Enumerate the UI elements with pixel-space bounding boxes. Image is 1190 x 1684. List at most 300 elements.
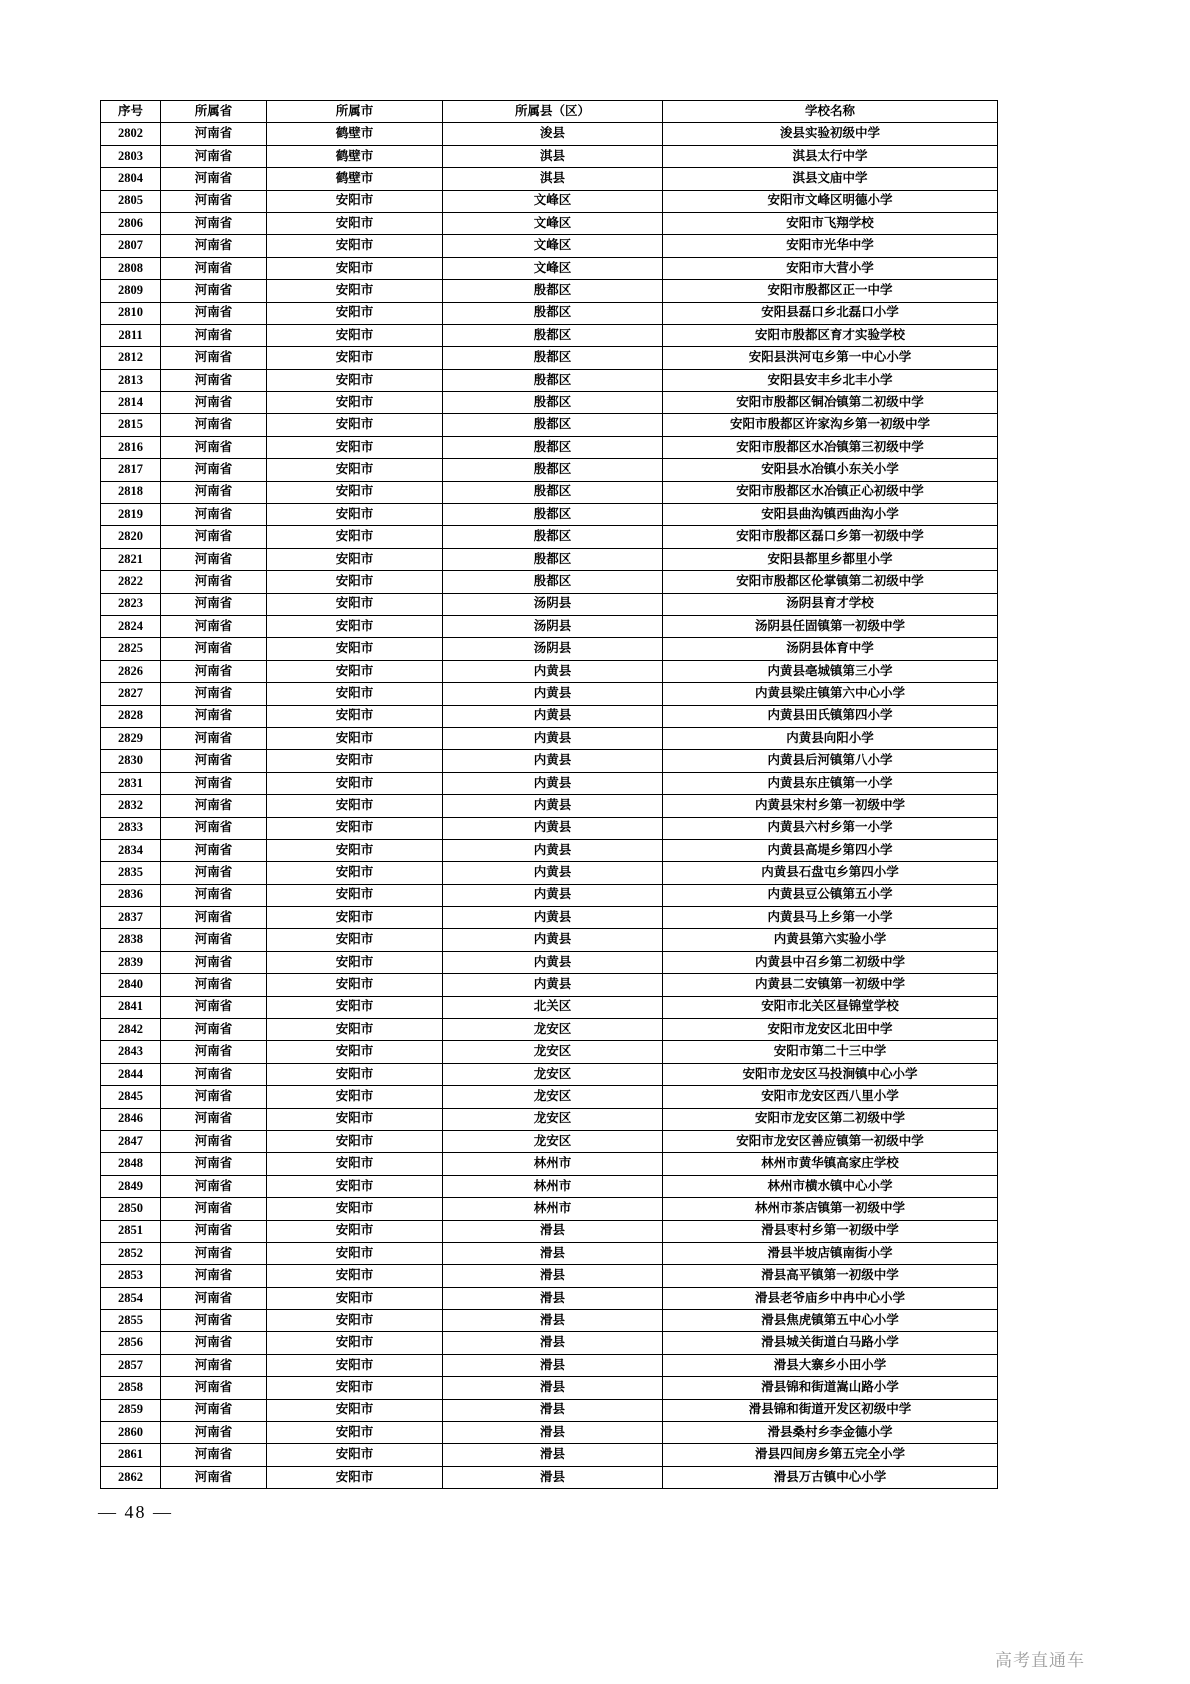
table-row	[101, 1130, 998, 1152]
cell-province: 河南省	[161, 929, 267, 951]
cell-serial: 2848	[101, 1153, 161, 1175]
cell-county: 龙安区	[443, 1086, 663, 1108]
cell-serial: 2817	[101, 459, 161, 481]
table-row	[101, 1153, 998, 1175]
cell-county: 殷都区	[443, 571, 663, 593]
column-header-serial: 序号	[101, 101, 161, 123]
table-row	[101, 235, 998, 257]
cell-county: 殷都区	[443, 414, 663, 436]
cell-serial: 2851	[101, 1220, 161, 1242]
table-row	[101, 548, 998, 570]
cell-school: 安阳市殷都区铜冶镇第二初级中学	[663, 392, 998, 414]
cell-city: 安阳市	[267, 1444, 443, 1466]
table-row	[101, 1422, 998, 1444]
cell-province: 河南省	[161, 683, 267, 705]
cell-province: 河南省	[161, 436, 267, 458]
cell-school: 安阳市殷都区水冶镇第三初级中学	[663, 436, 998, 458]
cell-province: 河南省	[161, 1242, 267, 1264]
cell-province: 河南省	[161, 1422, 267, 1444]
table-row	[101, 1287, 998, 1309]
cell-province: 河南省	[161, 235, 267, 257]
cell-county: 内黄县	[443, 750, 663, 772]
table-row	[101, 1399, 998, 1421]
cell-city: 安阳市	[267, 660, 443, 682]
cell-serial: 2840	[101, 974, 161, 996]
cell-county: 滑县	[443, 1444, 663, 1466]
cell-province: 河南省	[161, 145, 267, 167]
cell-province: 河南省	[161, 1086, 267, 1108]
cell-province: 河南省	[161, 996, 267, 1018]
cell-county: 龙安区	[443, 1130, 663, 1152]
cell-county: 文峰区	[443, 212, 663, 234]
cell-city: 安阳市	[267, 280, 443, 302]
cell-school: 内黄县亳城镇第三小学	[663, 660, 998, 682]
cell-county: 淇县	[443, 145, 663, 167]
cell-serial: 2823	[101, 593, 161, 615]
cell-county: 滑县	[443, 1332, 663, 1354]
cell-city: 安阳市	[267, 951, 443, 973]
cell-serial: 2846	[101, 1108, 161, 1130]
cell-serial: 2844	[101, 1063, 161, 1085]
cell-province: 河南省	[161, 951, 267, 973]
cell-city: 安阳市	[267, 996, 443, 1018]
table-row	[101, 257, 998, 279]
cell-county: 内黄县	[443, 727, 663, 749]
cell-serial: 2835	[101, 862, 161, 884]
cell-serial: 2812	[101, 347, 161, 369]
cell-serial: 2820	[101, 526, 161, 548]
cell-serial: 2826	[101, 660, 161, 682]
cell-city: 安阳市	[267, 571, 443, 593]
cell-city: 安阳市	[267, 1153, 443, 1175]
cell-city: 安阳市	[267, 212, 443, 234]
cell-city: 安阳市	[267, 1041, 443, 1063]
cell-province: 河南省	[161, 1019, 267, 1041]
cell-serial: 2807	[101, 235, 161, 257]
cell-school: 内黄县六村乡第一小学	[663, 817, 998, 839]
cell-province: 河南省	[161, 1332, 267, 1354]
cell-province: 河南省	[161, 504, 267, 526]
cell-serial: 2847	[101, 1130, 161, 1152]
table-row	[101, 817, 998, 839]
cell-city: 安阳市	[267, 638, 443, 660]
cell-school: 安阳市第二十三中学	[663, 1041, 998, 1063]
cell-school: 滑县城关街道白马路小学	[663, 1332, 998, 1354]
cell-serial: 2816	[101, 436, 161, 458]
cell-county: 滑县	[443, 1287, 663, 1309]
cell-serial: 2804	[101, 168, 161, 190]
cell-serial: 2808	[101, 257, 161, 279]
table-row	[101, 705, 998, 727]
table-row	[101, 750, 998, 772]
cell-city: 安阳市	[267, 1198, 443, 1220]
cell-school: 安阳市殷都区水冶镇正心初级中学	[663, 481, 998, 503]
cell-serial: 2834	[101, 839, 161, 861]
cell-school: 安阳市殷都区磊口乡第一初级中学	[663, 526, 998, 548]
cell-province: 河南省	[161, 1198, 267, 1220]
cell-province: 河南省	[161, 1444, 267, 1466]
cell-school: 淇县太行中学	[663, 145, 998, 167]
cell-county: 汤阴县	[443, 615, 663, 637]
cell-school: 内黄县豆公镇第五小学	[663, 884, 998, 906]
cell-county: 殷都区	[443, 504, 663, 526]
cell-province: 河南省	[161, 1220, 267, 1242]
cell-school: 滑县四间房乡第五完全小学	[663, 1444, 998, 1466]
cell-city: 安阳市	[267, 392, 443, 414]
table-row	[101, 504, 998, 526]
table-row	[101, 369, 998, 391]
cell-serial: 2810	[101, 302, 161, 324]
cell-province: 河南省	[161, 839, 267, 861]
table-row	[101, 1019, 998, 1041]
cell-county: 汤阴县	[443, 638, 663, 660]
cell-school: 安阳市飞翔学校	[663, 212, 998, 234]
table-row	[101, 168, 998, 190]
cell-county: 龙安区	[443, 1063, 663, 1085]
cell-county: 滑县	[443, 1354, 663, 1376]
cell-city: 安阳市	[267, 526, 443, 548]
cell-serial: 2841	[101, 996, 161, 1018]
cell-province: 河南省	[161, 571, 267, 593]
table-row	[101, 951, 998, 973]
cell-school: 内黄县向阳小学	[663, 727, 998, 749]
cell-serial: 2806	[101, 212, 161, 234]
table-row	[101, 1063, 998, 1085]
cell-county: 殷都区	[443, 347, 663, 369]
cell-serial: 2830	[101, 750, 161, 772]
cell-serial: 2819	[101, 504, 161, 526]
cell-county: 殷都区	[443, 459, 663, 481]
cell-serial: 2858	[101, 1377, 161, 1399]
cell-city: 安阳市	[267, 1019, 443, 1041]
table-row	[101, 324, 998, 346]
cell-city: 安阳市	[267, 907, 443, 929]
cell-county: 龙安区	[443, 1019, 663, 1041]
cell-county: 汤阴县	[443, 593, 663, 615]
cell-serial: 2829	[101, 727, 161, 749]
cell-city: 安阳市	[267, 548, 443, 570]
cell-serial: 2857	[101, 1354, 161, 1376]
cell-city: 安阳市	[267, 817, 443, 839]
cell-city: 安阳市	[267, 302, 443, 324]
cell-school: 滑县枣村乡第一初级中学	[663, 1220, 998, 1242]
cell-province: 河南省	[161, 302, 267, 324]
cell-school: 安阳县磊口乡北磊口小学	[663, 302, 998, 324]
cell-province: 河南省	[161, 1377, 267, 1399]
table-row	[101, 1466, 998, 1488]
cell-school: 安阳市大营小学	[663, 257, 998, 279]
cell-city: 安阳市	[267, 615, 443, 637]
cell-school: 内黄县石盘屯乡第四小学	[663, 862, 998, 884]
cell-city: 安阳市	[267, 593, 443, 615]
cell-city: 安阳市	[267, 369, 443, 391]
table-row	[101, 1108, 998, 1130]
cell-county: 林州市	[443, 1153, 663, 1175]
table-row	[101, 347, 998, 369]
cell-school: 滑县高平镇第一初级中学	[663, 1265, 998, 1287]
cell-serial: 2860	[101, 1422, 161, 1444]
cell-school: 安阳市光华中学	[663, 235, 998, 257]
cell-serial: 2855	[101, 1310, 161, 1332]
column-header-school: 学校名称	[663, 101, 998, 123]
cell-city: 安阳市	[267, 1175, 443, 1197]
cell-province: 河南省	[161, 1466, 267, 1488]
cell-county: 滑县	[443, 1422, 663, 1444]
cell-county: 殷都区	[443, 369, 663, 391]
cell-school: 滑县锦和街道嵩山路小学	[663, 1377, 998, 1399]
cell-province: 河南省	[161, 1041, 267, 1063]
table-row	[101, 526, 998, 548]
cell-school: 安阳县洪河屯乡第一中心小学	[663, 347, 998, 369]
cell-city: 安阳市	[267, 324, 443, 346]
cell-county: 滑县	[443, 1265, 663, 1287]
table-row	[101, 212, 998, 234]
cell-school: 淇县文庙中学	[663, 168, 998, 190]
cell-county: 滑县	[443, 1399, 663, 1421]
cell-city: 安阳市	[267, 414, 443, 436]
cell-county: 浚县	[443, 123, 663, 145]
cell-province: 河南省	[161, 347, 267, 369]
table-header	[101, 101, 998, 123]
cell-province: 河南省	[161, 1175, 267, 1197]
cell-province: 河南省	[161, 324, 267, 346]
cell-county: 内黄县	[443, 929, 663, 951]
cell-school: 内黄县马上乡第一小学	[663, 907, 998, 929]
cell-county: 殷都区	[443, 392, 663, 414]
cell-province: 河南省	[161, 1354, 267, 1376]
cell-county: 内黄县	[443, 817, 663, 839]
table-row	[101, 615, 998, 637]
table-header-row	[101, 101, 998, 123]
cell-province: 河南省	[161, 414, 267, 436]
cell-city: 安阳市	[267, 436, 443, 458]
cell-county: 内黄县	[443, 660, 663, 682]
table-row	[101, 795, 998, 817]
cell-province: 河南省	[161, 727, 267, 749]
cell-province: 河南省	[161, 593, 267, 615]
cell-county: 滑县	[443, 1377, 663, 1399]
cell-province: 河南省	[161, 772, 267, 794]
cell-city: 安阳市	[267, 1332, 443, 1354]
cell-city: 安阳市	[267, 190, 443, 212]
cell-serial: 2815	[101, 414, 161, 436]
table-row	[101, 1354, 998, 1376]
table-row	[101, 280, 998, 302]
cell-province: 河南省	[161, 884, 267, 906]
cell-county: 内黄县	[443, 839, 663, 861]
table-row	[101, 571, 998, 593]
cell-serial: 2832	[101, 795, 161, 817]
cell-serial: 2838	[101, 929, 161, 951]
table-row	[101, 1242, 998, 1264]
cell-city: 安阳市	[267, 1063, 443, 1085]
cell-city: 安阳市	[267, 1287, 443, 1309]
column-header-city: 所属市	[267, 101, 443, 123]
column-header-province: 所属省	[161, 101, 267, 123]
cell-county: 滑县	[443, 1310, 663, 1332]
cell-serial: 2853	[101, 1265, 161, 1287]
cell-serial: 2856	[101, 1332, 161, 1354]
cell-school: 内黄县田氏镇第四小学	[663, 705, 998, 727]
cell-school: 安阳市龙安区善应镇第一初级中学	[663, 1130, 998, 1152]
cell-city: 安阳市	[267, 1086, 443, 1108]
cell-serial: 2849	[101, 1175, 161, 1197]
table-row	[101, 1220, 998, 1242]
cell-city: 安阳市	[267, 1220, 443, 1242]
cell-county: 内黄县	[443, 705, 663, 727]
cell-serial: 2852	[101, 1242, 161, 1264]
cell-city: 安阳市	[267, 1377, 443, 1399]
cell-serial: 2842	[101, 1019, 161, 1041]
cell-school: 滑县锦和街道开发区初级中学	[663, 1399, 998, 1421]
table-row	[101, 929, 998, 951]
cell-serial: 2822	[101, 571, 161, 593]
cell-serial: 2850	[101, 1198, 161, 1220]
cell-school: 安阳市龙安区马投涧镇中心小学	[663, 1063, 998, 1085]
table-row	[101, 123, 998, 145]
cell-county: 殷都区	[443, 280, 663, 302]
cell-city: 安阳市	[267, 1310, 443, 1332]
cell-city: 鹤壁市	[267, 145, 443, 167]
cell-province: 河南省	[161, 548, 267, 570]
cell-school: 安阳市文峰区明德小学	[663, 190, 998, 212]
table-row	[101, 436, 998, 458]
table-row	[101, 1265, 998, 1287]
cell-county: 内黄县	[443, 974, 663, 996]
cell-city: 安阳市	[267, 1422, 443, 1444]
cell-county: 文峰区	[443, 235, 663, 257]
cell-city: 安阳市	[267, 347, 443, 369]
cell-school: 滑县大寨乡小田小学	[663, 1354, 998, 1376]
cell-school: 内黄县第六实验小学	[663, 929, 998, 951]
table-row	[101, 302, 998, 324]
cell-province: 河南省	[161, 1063, 267, 1085]
cell-province: 河南省	[161, 280, 267, 302]
cell-province: 河南省	[161, 257, 267, 279]
cell-province: 河南省	[161, 168, 267, 190]
cell-county: 殷都区	[443, 302, 663, 324]
cell-province: 河南省	[161, 638, 267, 660]
cell-school: 安阳市龙安区北田中学	[663, 1019, 998, 1041]
cell-school: 汤阴县体育中学	[663, 638, 998, 660]
table-row	[101, 862, 998, 884]
cell-province: 河南省	[161, 974, 267, 996]
cell-county: 内黄县	[443, 862, 663, 884]
cell-city: 安阳市	[267, 504, 443, 526]
school-table	[100, 100, 998, 1489]
cell-school: 滑县老爷庙乡中冉中心小学	[663, 1287, 998, 1309]
cell-county: 内黄县	[443, 951, 663, 973]
cell-school: 汤阴县育才学校	[663, 593, 998, 615]
page-number: — 48 —	[98, 1502, 173, 1522]
table-row	[101, 414, 998, 436]
table-row	[101, 772, 998, 794]
cell-serial: 2811	[101, 324, 161, 346]
cell-province: 河南省	[161, 862, 267, 884]
cell-province: 河南省	[161, 1399, 267, 1421]
table-row	[101, 996, 998, 1018]
cell-school: 安阳市殷都区许家沟乡第一初级中学	[663, 414, 998, 436]
cell-city: 安阳市	[267, 862, 443, 884]
cell-school: 滑县半坡店镇南街小学	[663, 1242, 998, 1264]
cell-city: 安阳市	[267, 683, 443, 705]
cell-province: 河南省	[161, 1108, 267, 1130]
table-row	[101, 1377, 998, 1399]
table-row	[101, 1086, 998, 1108]
cell-province: 河南省	[161, 212, 267, 234]
table-row	[101, 727, 998, 749]
cell-county: 林州市	[443, 1175, 663, 1197]
column-header-county: 所属县（区）	[443, 101, 663, 123]
cell-province: 河南省	[161, 190, 267, 212]
cell-province: 河南省	[161, 907, 267, 929]
cell-school: 安阳县水冶镇小东关小学	[663, 459, 998, 481]
cell-school: 安阳市殷都区育才实验学校	[663, 324, 998, 346]
cell-serial: 2859	[101, 1399, 161, 1421]
cell-county: 文峰区	[443, 257, 663, 279]
cell-city: 安阳市	[267, 974, 443, 996]
cell-county: 内黄县	[443, 884, 663, 906]
table-row	[101, 1444, 998, 1466]
cell-city: 安阳市	[267, 884, 443, 906]
cell-city: 安阳市	[267, 257, 443, 279]
cell-city: 安阳市	[267, 1242, 443, 1264]
cell-school: 滑县焦虎镇第五中心小学	[663, 1310, 998, 1332]
table-row	[101, 683, 998, 705]
cell-school: 安阳市北关区昼锦堂学校	[663, 996, 998, 1018]
table-row	[101, 907, 998, 929]
table-row	[101, 974, 998, 996]
cell-county: 内黄县	[443, 795, 663, 817]
cell-serial: 2827	[101, 683, 161, 705]
cell-province: 河南省	[161, 817, 267, 839]
cell-city: 安阳市	[267, 795, 443, 817]
cell-city: 安阳市	[267, 727, 443, 749]
cell-school: 安阳市殷都区伦掌镇第二初级中学	[663, 571, 998, 593]
cell-province: 河南省	[161, 1265, 267, 1287]
cell-school: 安阳市龙安区第二初级中学	[663, 1108, 998, 1130]
cell-province: 河南省	[161, 369, 267, 391]
cell-school: 安阳市殷都区正一中学	[663, 280, 998, 302]
cell-county: 殷都区	[443, 324, 663, 346]
cell-province: 河南省	[161, 1287, 267, 1309]
cell-city: 安阳市	[267, 1130, 443, 1152]
cell-province: 河南省	[161, 392, 267, 414]
cell-county: 殷都区	[443, 481, 663, 503]
cell-serial: 2833	[101, 817, 161, 839]
cell-county: 滑县	[443, 1220, 663, 1242]
cell-province: 河南省	[161, 481, 267, 503]
cell-school: 内黄县二安镇第一初级中学	[663, 974, 998, 996]
cell-school: 内黄县高堤乡第四小学	[663, 839, 998, 861]
cell-city: 安阳市	[267, 772, 443, 794]
cell-serial: 2861	[101, 1444, 161, 1466]
cell-city: 安阳市	[267, 235, 443, 257]
cell-province: 河南省	[161, 123, 267, 145]
cell-serial: 2825	[101, 638, 161, 660]
cell-school: 安阳县都里乡都里小学	[663, 548, 998, 570]
cell-county: 殷都区	[443, 436, 663, 458]
cell-school: 内黄县梁庄镇第六中心小学	[663, 683, 998, 705]
cell-city: 安阳市	[267, 481, 443, 503]
cell-county: 殷都区	[443, 548, 663, 570]
cell-province: 河南省	[161, 1310, 267, 1332]
cell-county: 滑县	[443, 1242, 663, 1264]
cell-school: 安阳市龙安区西八里小学	[663, 1086, 998, 1108]
cell-serial: 2818	[101, 481, 161, 503]
cell-city: 安阳市	[267, 1466, 443, 1488]
cell-serial: 2854	[101, 1287, 161, 1309]
